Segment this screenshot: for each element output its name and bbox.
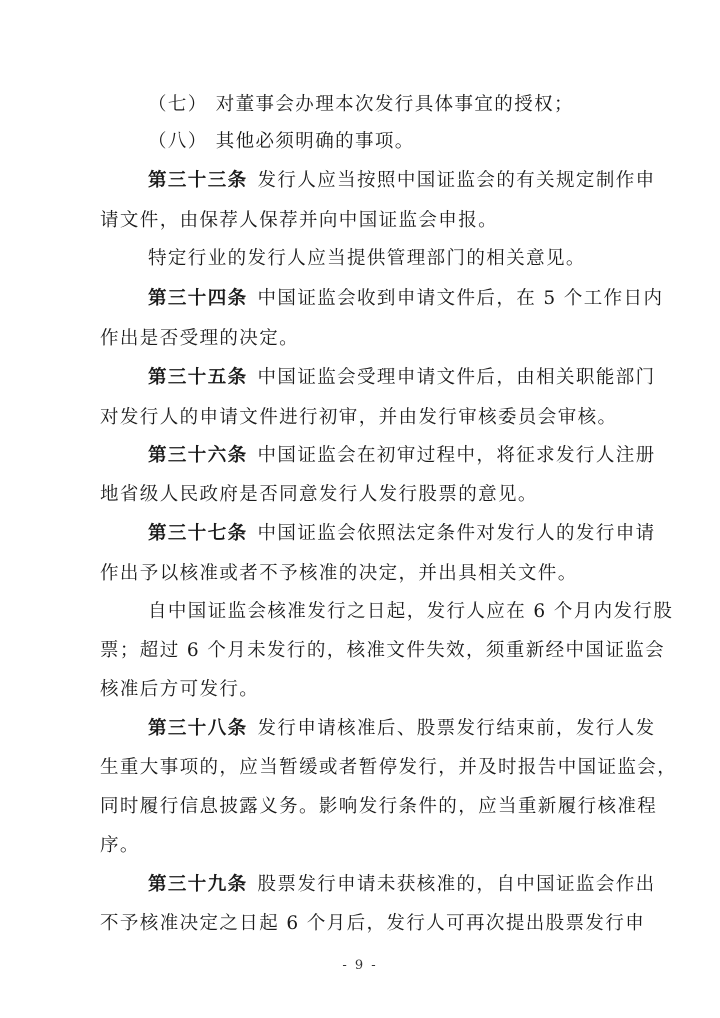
article-34-line-1 (0, 284, 720, 314)
article-38-line-3: 同时履行信息披露义务。影响发行条件的，应当重新履行核准程 (100, 796, 658, 817)
item-text: 对董事会办理本次发行具体事宜的授权； (215, 94, 574, 115)
article-heading: 第三十六条 (148, 445, 248, 466)
article-37-line-1 (0, 519, 720, 549)
paragraph-line: 票；超过 6 个月未发行的，核准文件失效，须重新经中国证监会 (100, 640, 666, 661)
article-36-line-1 (0, 441, 720, 471)
clause-item-7 (0, 90, 720, 120)
paragraph-text: 中国证监会受理申请文件后，由相关职能部门 (257, 367, 656, 388)
paragraph-text: 股票发行申请未获核准的，自中国证监会作出 (257, 874, 656, 895)
article-34-line-2: 作出是否受理的决定。 (100, 328, 300, 349)
article-39-line-1 (0, 870, 720, 900)
article-heading: 第三十五条 (148, 367, 248, 388)
article-heading: 第三十九条 (148, 874, 248, 895)
article-heading: 第三十七条 (148, 523, 248, 544)
article-38-line-2: 生重大事项的，应当暂缓或者暂停发行，并及时报告中国证监会， (100, 757, 678, 778)
article-38-line-4: 序。 (100, 835, 140, 856)
paragraph-text: 中国证监会在初审过程中，将征求发行人注册 (257, 445, 656, 466)
paragraph-text: 发行人应当按照中国证监会的有关规定制作申 (257, 170, 656, 191)
paragraph-line: 特定行业的发行人应当提供管理部门的相关意见。 (148, 248, 586, 269)
item-number: （七） (148, 94, 208, 115)
clause-item-8 (0, 127, 720, 157)
item-text: 其他必须明确的事项。 (215, 131, 415, 152)
paragraph-line: 核准后方可发行。 (100, 679, 260, 700)
article-33-line-1 (0, 166, 720, 196)
article-35-line-1 (0, 363, 720, 393)
page-number: - 9 - (342, 958, 378, 973)
article-37-line-2: 作出予以核准或者不予核准的决定，并出具相关文件。 (100, 563, 578, 584)
article-39-line-2: 不予核准决定之日起 6 个月后，发行人可再次提出股票发行申 (100, 913, 646, 934)
article-35-line-2: 对发行人的申请文件进行初审，并由发行审核委员会审核。 (100, 407, 618, 428)
paragraph-text: 中国证监会依照法定条件对发行人的发行申请 (257, 523, 656, 544)
article-heading: 第三十八条 (148, 718, 248, 739)
article-heading: 第三十三条 (148, 170, 248, 191)
article-36-line-2: 地省级人民政府是否同意发行人发行股票的意见。 (100, 484, 538, 505)
article-38-line-1 (0, 714, 720, 744)
item-number: （八） (148, 131, 208, 152)
article-heading: 第三十四条 (148, 288, 248, 309)
paragraph-line: 自中国证监会核准发行之日起，发行人应在 6 个月内发行股 (148, 601, 674, 622)
article-33-line-2: 请文件，由保荐人保荐并向中国证监会申报。 (100, 210, 499, 231)
paragraph-text: 中国证监会收到申请文件后，在 5 个工作日内 (257, 288, 664, 309)
paragraph-text: 发行申请核准后、股票发行结束前，发行人发 (257, 718, 656, 739)
